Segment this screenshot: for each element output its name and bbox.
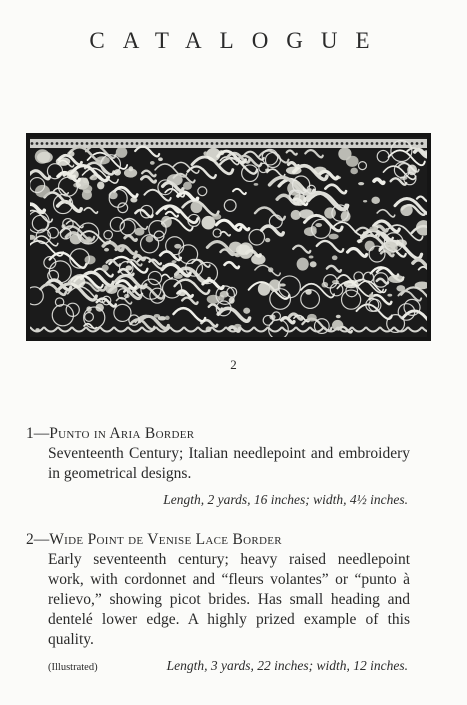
page-title: CATALOGUE [89,28,388,53]
entry-dimensions: Length, 3 yards, 22 inches; width, 12 inches. [166,658,408,673]
lace-pattern-image [30,137,427,337]
entry-dimensions: Length, 2 yards, 16 inches; width, 4½ inches. [163,492,408,507]
illustrated-note: (Illustrated) [48,662,98,673]
entry-description: Early seventeenth century; heavy raised needlepoint work, with cordonnet and “fleurs volantes” or “punto à relievo,” showing picot brides. Has small heading and dentelé lower edge. A highly prized example of this quality. [48,551,410,648]
entry-heading [26,424,410,444]
catalogue-entry-1 [26,424,410,510]
entry-footer [26,656,410,678]
entry-title: Wide Point de Venise Lace Border [49,531,282,548]
entry-description: Seventeenth Century; Italian needlepoint and embroidery in geometrical designs. [48,445,410,482]
entry-heading [26,530,410,550]
plate-number: 2 [230,357,237,372]
entry-number: 1— [26,425,50,442]
entry-number: 2— [26,531,50,548]
lace-border-illustration [26,133,431,341]
entry-title: Punto in Aria Border [49,425,195,442]
catalogue-entry-2 [26,530,410,678]
